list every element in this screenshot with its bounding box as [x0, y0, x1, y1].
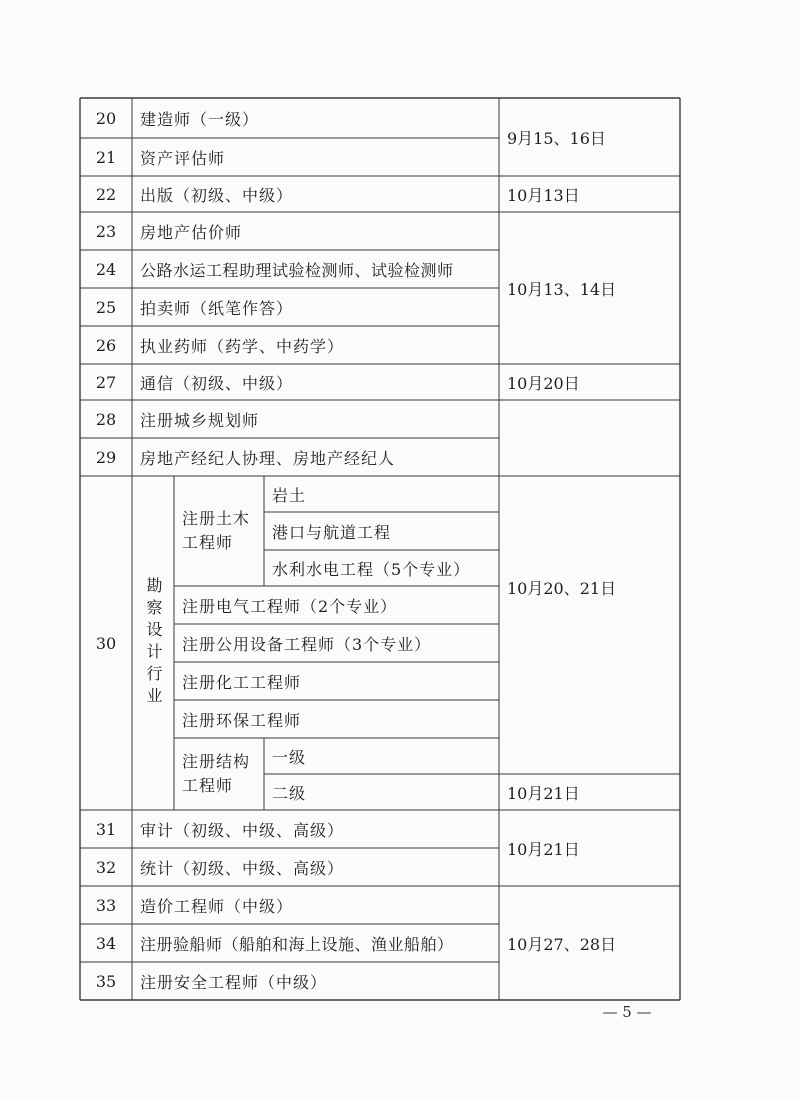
civil-specialty: 岩土 [272, 485, 307, 505]
exam-name: 执业药师（药学、中药学） [140, 336, 345, 356]
exam-date: 9月15、16日 [507, 128, 606, 148]
exam-date: 10月13、14日 [507, 279, 617, 299]
civil-specialty: 港口与航道工程 [272, 522, 392, 542]
row-number: 34 [95, 933, 117, 953]
exam-date: 10月20日 [507, 373, 580, 393]
row-number: 26 [95, 335, 117, 355]
row-number: 27 [95, 372, 117, 392]
environmental-engineer: 注册环保工程师 [182, 710, 302, 730]
row-number: 23 [95, 221, 117, 241]
civil-specialty: 水利水电工程（5个专业） [272, 559, 471, 579]
row-number: 22 [95, 184, 117, 204]
row-number: 32 [95, 857, 117, 877]
exam-name: 通信（初级、中级） [140, 373, 294, 393]
electrical-engineer: 注册电气工程师（2个专业） [182, 596, 398, 616]
row-number: 29 [95, 447, 117, 467]
row-number: 20 [95, 108, 117, 128]
row-number: 35 [95, 971, 117, 991]
exam-name: 注册验船师（船舶和海上设施、渔业船舶） [140, 934, 454, 954]
exam-name: 房地产经纪人协理、房地产经纪人 [140, 448, 396, 468]
row-number: 21 [95, 147, 117, 167]
structural-level: 一级 [272, 747, 307, 767]
exam-name: 出版（初级、中级） [140, 185, 294, 205]
page-number: — 5 — [602, 1003, 652, 1021]
civil-engineer-group: 注册土木工程师 [182, 509, 251, 552]
exam-date: 10月27、28日 [507, 934, 617, 954]
row-number: 25 [95, 297, 117, 317]
exam-date: 10月13日 [507, 185, 580, 205]
exam-name: 统计（初级、中级、高级） [140, 858, 345, 878]
industry-group-label: 勘察设计行业 [144, 577, 163, 709]
exam-name: 造价工程师（中级） [140, 896, 294, 916]
row-number: 31 [95, 819, 117, 839]
utilities-engineer: 注册公用设备工程师（3个专业） [182, 634, 432, 654]
chemical-engineer: 注册化工工程师 [182, 672, 302, 692]
row-number: 30 [95, 633, 117, 653]
exam-name: 注册安全工程师（中级） [140, 972, 328, 992]
exam-date: 10月21日 [507, 783, 580, 803]
exam-name: 建造师（一级） [140, 109, 260, 129]
exam-name: 房地产估价师 [140, 222, 243, 242]
exam-name: 公路水运工程助理试验检测师、试验检测师 [140, 260, 454, 280]
exam-name: 审计（初级、中级、高级） [140, 820, 345, 840]
row-number: 24 [95, 259, 117, 279]
exam-date: 10月21日 [507, 839, 580, 859]
exam-name: 资产评估师 [140, 148, 226, 168]
structural-engineer-group: 注册结构工程师 [182, 752, 251, 795]
row-number: 28 [95, 409, 117, 429]
exam-name: 注册城乡规划师 [140, 410, 260, 430]
exam-date: 10月20、21日 [507, 578, 617, 598]
row-number: 33 [95, 895, 117, 915]
structural-level: 二级 [272, 783, 307, 803]
exam-name: 拍卖师（纸笔作答） [140, 298, 294, 318]
